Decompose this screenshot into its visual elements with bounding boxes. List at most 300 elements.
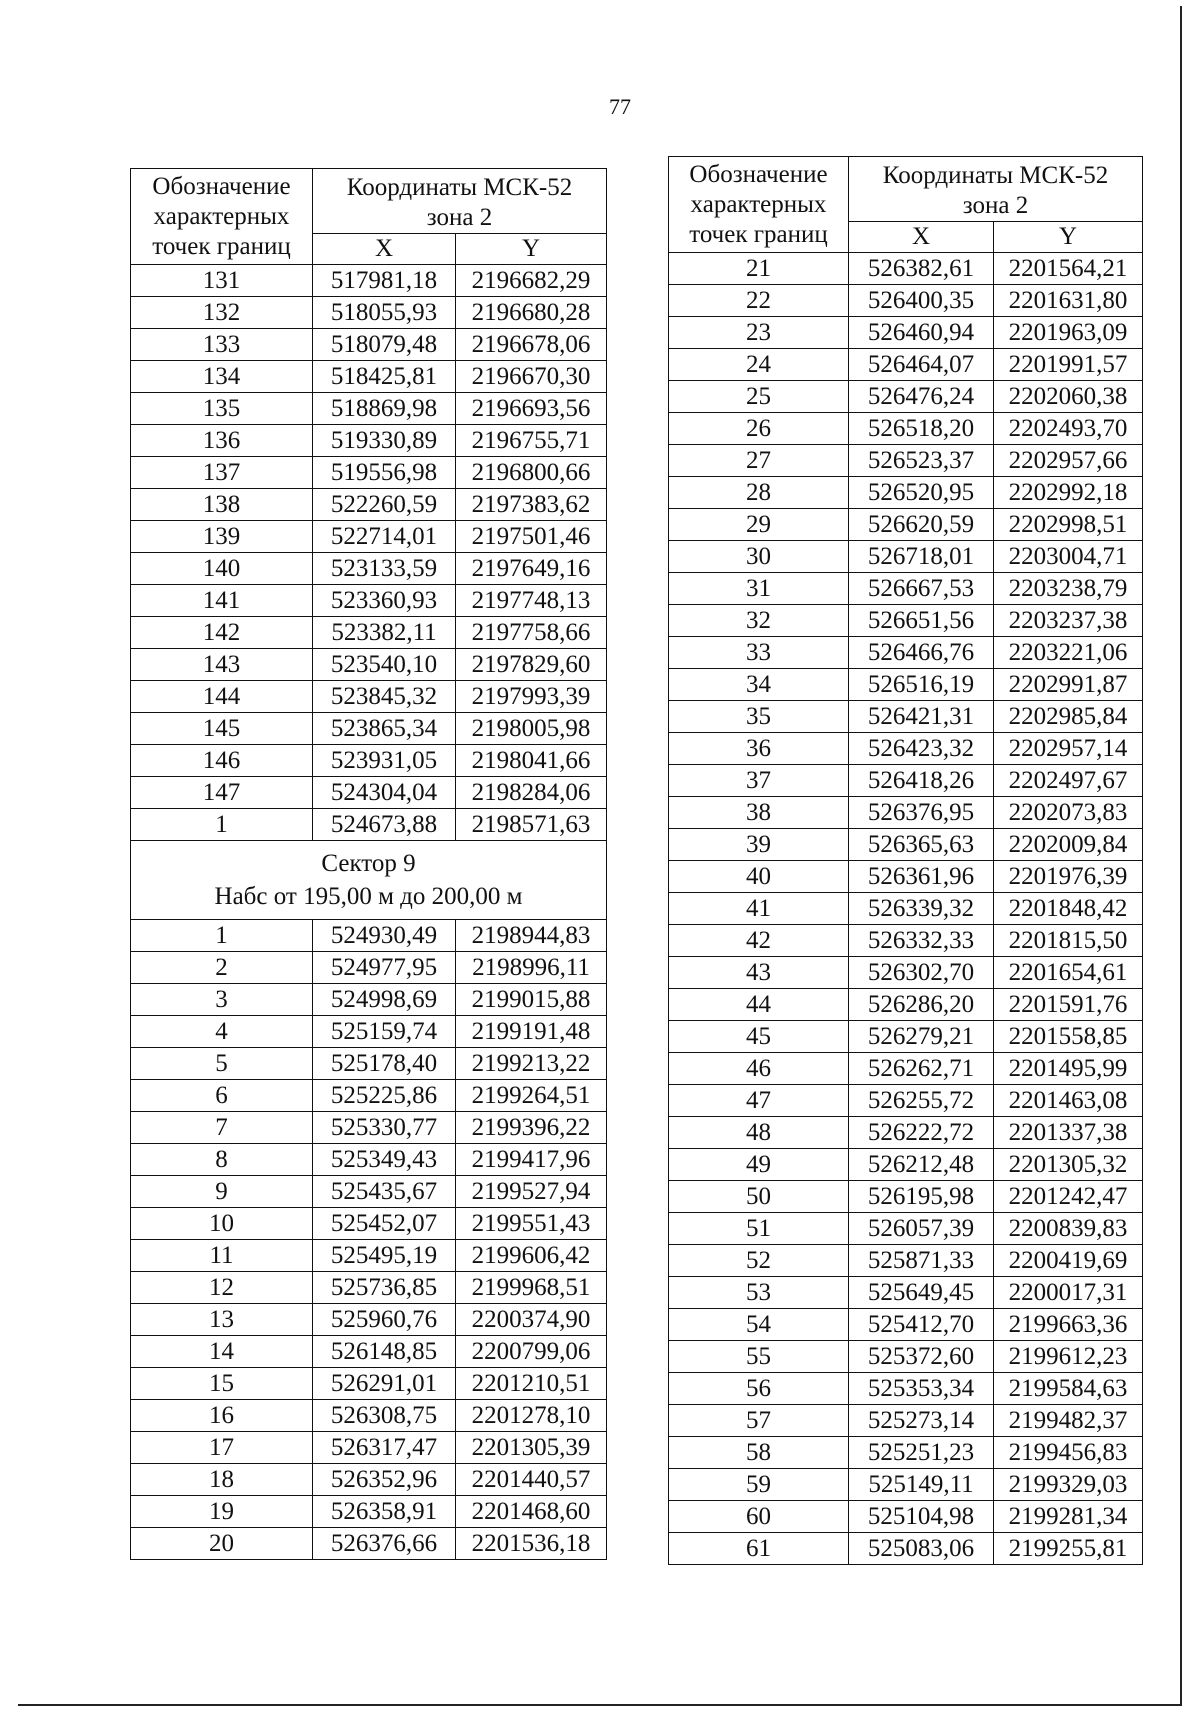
x-coordinate-cell: 519556,98 (313, 457, 456, 489)
point-id-cell: 14 (131, 1336, 313, 1368)
table-row (131, 425, 607, 457)
y-coordinate-cell: 2199015,88 (456, 984, 607, 1016)
x-coordinate-cell: 526195,98 (849, 1181, 994, 1213)
y-coordinate-cell: 2203004,71 (994, 541, 1143, 573)
point-id-cell: 23 (669, 317, 849, 349)
point-id-cell: 13 (131, 1304, 313, 1336)
table-row (669, 797, 1143, 829)
y-coordinate-cell: 2203221,06 (994, 637, 1143, 669)
table-row (131, 329, 607, 361)
table-row (669, 605, 1143, 637)
x-coordinate-cell: 525149,11 (849, 1469, 994, 1501)
table-row (669, 477, 1143, 509)
x-coordinate-cell: 525159,74 (313, 1016, 456, 1048)
x-coordinate-cell: 523865,34 (313, 713, 456, 745)
x-coordinate-cell: 526651,56 (849, 605, 994, 637)
table-row (669, 413, 1143, 445)
y-coordinate-cell: 2202985,84 (994, 701, 1143, 733)
table-row (669, 1053, 1143, 1085)
right-rows (669, 253, 1143, 1565)
x-coordinate-cell: 518869,98 (313, 393, 456, 425)
x-coordinate-cell: 526279,21 (849, 1021, 994, 1053)
x-coordinate-cell: 526466,76 (849, 637, 994, 669)
x-coordinate-cell: 526361,96 (849, 861, 994, 893)
point-id-cell: 135 (131, 393, 313, 425)
x-coordinate-cell: 526423,32 (849, 733, 994, 765)
y-coordinate-cell: 2197758,66 (456, 617, 607, 649)
table-row (131, 393, 607, 425)
y-coordinate-cell: 2202957,66 (994, 445, 1143, 477)
point-id-cell: 40 (669, 861, 849, 893)
table-row (131, 1528, 607, 1560)
y-coordinate-cell: 2202073,83 (994, 797, 1143, 829)
y-coordinate-cell: 2201564,21 (994, 253, 1143, 285)
x-coordinate-cell: 524977,95 (313, 952, 456, 984)
y-coordinate-cell: 2202497,67 (994, 765, 1143, 797)
table-row (131, 1240, 607, 1272)
x-coordinate-cell: 525412,70 (849, 1309, 994, 1341)
point-id-cell: 1 (131, 920, 313, 952)
coordinates-header (313, 169, 607, 234)
table-row (669, 573, 1143, 605)
x-coordinate-cell: 526518,20 (849, 413, 994, 445)
point-id-cell: 22 (669, 285, 849, 317)
point-id-cell: 147 (131, 777, 313, 809)
y-coordinate-cell: 2199968,51 (456, 1272, 607, 1304)
y-coordinate-cell: 2199264,51 (456, 1080, 607, 1112)
point-id-cell: 30 (669, 541, 849, 573)
point-id-cell: 53 (669, 1277, 849, 1309)
point-id-cell: 54 (669, 1309, 849, 1341)
sector-cell (131, 841, 607, 920)
x-coordinate-cell: 526365,63 (849, 829, 994, 861)
y-coordinate-cell: 2199281,34 (994, 1501, 1143, 1533)
point-id-cell: 137 (131, 457, 313, 489)
y-coordinate-cell: 2197383,62 (456, 489, 607, 521)
y-coordinate-cell: 2198996,11 (456, 952, 607, 984)
table-row (131, 1144, 607, 1176)
x-coordinate-cell: 522260,59 (313, 489, 456, 521)
table-row (669, 957, 1143, 989)
point-id-cell: 27 (669, 445, 849, 477)
x-coordinate-cell: 525251,23 (849, 1437, 994, 1469)
left-rows-after (131, 920, 607, 1560)
x-coordinate-cell: 526339,32 (849, 893, 994, 925)
point-id-cell: 60 (669, 1501, 849, 1533)
x-coordinate-cell: 517981,18 (313, 265, 456, 297)
x-coordinate-cell: 526418,26 (849, 765, 994, 797)
point-id-cell: 42 (669, 925, 849, 957)
table-row (131, 1464, 607, 1496)
y-coordinate-cell: 2202009,84 (994, 829, 1143, 861)
y-coordinate-cell: 2199612,23 (994, 1341, 1143, 1373)
point-id-cell: 4 (131, 1016, 313, 1048)
point-id-cell: 143 (131, 649, 313, 681)
table-row (669, 253, 1143, 285)
x-coordinate-cell: 526421,31 (849, 701, 994, 733)
point-id-cell: 2 (131, 952, 313, 984)
y-column-header: Y (456, 234, 607, 265)
x-coordinate-cell: 526291,01 (313, 1368, 456, 1400)
y-coordinate-cell: 2201976,39 (994, 861, 1143, 893)
table-row (131, 1112, 607, 1144)
x-coordinate-cell: 526255,72 (849, 1085, 994, 1117)
table-row (131, 297, 607, 329)
table-row (131, 1400, 607, 1432)
x-coordinate-cell: 526516,19 (849, 669, 994, 701)
x-coordinate-cell: 525649,45 (849, 1277, 994, 1309)
y-coordinate-cell: 2199456,83 (994, 1437, 1143, 1469)
point-id-cell: 141 (131, 585, 313, 617)
point-id-cell: 45 (669, 1021, 849, 1053)
point-id-cell: 57 (669, 1405, 849, 1437)
y-coordinate-cell: 2197501,46 (456, 521, 607, 553)
point-id-cell: 12 (131, 1272, 313, 1304)
page-number: 77 (609, 94, 631, 119)
coordinates-header-line: зона 2 (426, 204, 493, 231)
y-coordinate-cell: 2196800,66 (456, 457, 607, 489)
table-row (131, 920, 607, 952)
point-id-cell: 26 (669, 413, 849, 445)
point-id-cell: 138 (131, 489, 313, 521)
point-id-cell: 50 (669, 1181, 849, 1213)
point-id-cell: 44 (669, 989, 849, 1021)
table-row (669, 317, 1143, 349)
x-coordinate-cell: 523133,59 (313, 553, 456, 585)
x-coordinate-cell: 526352,96 (313, 1464, 456, 1496)
y-coordinate-cell: 2198041,66 (456, 745, 607, 777)
y-coordinate-cell: 2202957,14 (994, 733, 1143, 765)
point-id-cell: 32 (669, 605, 849, 637)
y-coordinate-cell: 2202998,51 (994, 509, 1143, 541)
y-coordinate-cell: 2198284,06 (456, 777, 607, 809)
table-row (669, 1181, 1143, 1213)
table-row (131, 1304, 607, 1336)
point-id-cell: 8 (131, 1144, 313, 1176)
point-id-cell: 5 (131, 1048, 313, 1080)
point-id-cell: 51 (669, 1213, 849, 1245)
x-coordinate-cell: 526057,39 (849, 1213, 994, 1245)
table-row (669, 1405, 1143, 1437)
table-row (669, 509, 1143, 541)
x-coordinate-cell: 526317,47 (313, 1432, 456, 1464)
sector-subtitle: Набс от 195,00 м до 200,00 м (214, 883, 523, 910)
point-id-cell: 132 (131, 297, 313, 329)
designation-header-line: Обозначение (689, 160, 828, 188)
y-coordinate-cell: 2196693,56 (456, 393, 607, 425)
y-coordinate-cell: 2201591,76 (994, 989, 1143, 1021)
y-coordinate-cell: 2201991,57 (994, 349, 1143, 381)
y-coordinate-cell: 2199551,43 (456, 1208, 607, 1240)
point-id-cell: 59 (669, 1469, 849, 1501)
table-row (669, 637, 1143, 669)
x-coordinate-cell: 526718,01 (849, 541, 994, 573)
point-id-cell: 21 (669, 253, 849, 285)
y-coordinate-cell: 2199584,63 (994, 1373, 1143, 1405)
point-id-cell: 37 (669, 765, 849, 797)
table-row (131, 1496, 607, 1528)
point-id-cell: 29 (669, 509, 849, 541)
point-id-cell: 15 (131, 1368, 313, 1400)
point-id-cell: 3 (131, 984, 313, 1016)
point-id-cell: 10 (131, 1208, 313, 1240)
table-row (669, 1437, 1143, 1469)
x-coordinate-cell: 525273,14 (849, 1405, 994, 1437)
table-row (131, 265, 607, 297)
point-id-cell: 49 (669, 1149, 849, 1181)
point-id-cell: 7 (131, 1112, 313, 1144)
point-id-cell: 16 (131, 1400, 313, 1432)
designation-header-line: характерных (690, 190, 827, 218)
y-coordinate-cell: 2199663,36 (994, 1309, 1143, 1341)
x-coordinate-cell: 526286,20 (849, 989, 994, 1021)
y-coordinate-cell: 2201278,10 (456, 1400, 607, 1432)
x-coordinate-cell: 523360,93 (313, 585, 456, 617)
x-coordinate-cell: 525871,33 (849, 1245, 994, 1277)
x-coordinate-cell: 523931,05 (313, 745, 456, 777)
table-row (669, 1085, 1143, 1117)
y-coordinate-cell: 2198005,98 (456, 713, 607, 745)
x-coordinate-cell: 525372,60 (849, 1341, 994, 1373)
x-coordinate-cell: 526460,94 (849, 317, 994, 349)
table-row (669, 349, 1143, 381)
table-row (131, 809, 607, 841)
table-row (669, 1469, 1143, 1501)
x-coordinate-cell: 525353,34 (849, 1373, 994, 1405)
point-id-cell: 31 (669, 573, 849, 605)
point-id-cell: 146 (131, 745, 313, 777)
point-id-cell: 39 (669, 829, 849, 861)
x-coordinate-cell: 519330,89 (313, 425, 456, 457)
x-coordinate-cell: 526400,35 (849, 285, 994, 317)
y-coordinate-cell: 2201963,09 (994, 317, 1143, 349)
y-coordinate-cell: 2200839,83 (994, 1213, 1143, 1245)
y-coordinate-cell: 2203238,79 (994, 573, 1143, 605)
x-coordinate-cell: 525452,07 (313, 1208, 456, 1240)
point-id-cell: 144 (131, 681, 313, 713)
y-coordinate-cell: 2196670,30 (456, 361, 607, 393)
table-row (131, 1016, 607, 1048)
x-coordinate-cell: 526376,66 (313, 1528, 456, 1560)
x-coordinate-cell: 526376,95 (849, 797, 994, 829)
table-row (131, 649, 607, 681)
table-row (669, 1533, 1143, 1565)
designation-header-line: точек границ (152, 232, 291, 260)
y-coordinate-cell: 2201305,32 (994, 1149, 1143, 1181)
table-row (669, 669, 1143, 701)
x-coordinate-cell: 525736,85 (313, 1272, 456, 1304)
x-coordinate-cell: 524998,69 (313, 984, 456, 1016)
designation-header-line: характерных (153, 202, 290, 230)
y-coordinate-cell: 2200374,90 (456, 1304, 607, 1336)
table-row (669, 989, 1143, 1021)
y-coordinate-cell: 2202992,18 (994, 477, 1143, 509)
point-id-cell: 43 (669, 957, 849, 989)
y-coordinate-cell: 2201495,99 (994, 1053, 1143, 1085)
table-row (131, 1432, 607, 1464)
y-coordinate-cell: 2196755,71 (456, 425, 607, 457)
y-coordinate-cell: 2201210,51 (456, 1368, 607, 1400)
table-row (669, 861, 1143, 893)
table-row (669, 285, 1143, 317)
point-id-cell: 55 (669, 1341, 849, 1373)
y-coordinate-cell: 2202493,70 (994, 413, 1143, 445)
coordinates-header (849, 157, 1143, 222)
x-coordinate-cell: 524930,49 (313, 920, 456, 952)
table-row (669, 1117, 1143, 1149)
coordinates-header-line: Координаты МСК-52 (882, 162, 1109, 189)
table-row (131, 521, 607, 553)
table-row (669, 1213, 1143, 1245)
y-coordinate-cell: 2198571,63 (456, 809, 607, 841)
designation-header (669, 157, 849, 253)
x-coordinate-cell: 525083,06 (849, 1533, 994, 1565)
x-coordinate-cell: 525330,77 (313, 1112, 456, 1144)
point-id-cell: 19 (131, 1496, 313, 1528)
point-id-cell: 38 (669, 797, 849, 829)
y-coordinate-cell: 2197993,39 (456, 681, 607, 713)
y-coordinate-cell: 2199213,22 (456, 1048, 607, 1080)
left-rows-before (131, 265, 607, 841)
x-coordinate-cell: 526148,85 (313, 1336, 456, 1368)
x-coordinate-cell: 522714,01 (313, 521, 456, 553)
sector-title: Сектор 9 (321, 850, 416, 877)
x-coordinate-cell: 525104,98 (849, 1501, 994, 1533)
table-row (669, 925, 1143, 957)
x-coordinate-cell: 526262,71 (849, 1053, 994, 1085)
y-coordinate-cell: 2196682,29 (456, 265, 607, 297)
y-coordinate-cell: 2201536,18 (456, 1528, 607, 1560)
y-coordinate-cell: 2201463,08 (994, 1085, 1143, 1117)
point-id-cell: 140 (131, 553, 313, 585)
table-row (131, 745, 607, 777)
point-id-cell: 24 (669, 349, 849, 381)
table-row (131, 457, 607, 489)
point-id-cell: 6 (131, 1080, 313, 1112)
y-coordinate-cell: 2203237,38 (994, 605, 1143, 637)
table-row (669, 1149, 1143, 1181)
table-row (131, 1208, 607, 1240)
y-coordinate-cell: 2196680,28 (456, 297, 607, 329)
coordinates-table-right (668, 156, 1143, 1565)
y-coordinate-cell: 2200017,31 (994, 1277, 1143, 1309)
point-id-cell: 61 (669, 1533, 849, 1565)
x-coordinate-cell: 526464,07 (849, 349, 994, 381)
point-id-cell: 142 (131, 617, 313, 649)
point-id-cell: 36 (669, 733, 849, 765)
coordinates-header-line: Координаты МСК-52 (346, 174, 573, 201)
y-coordinate-cell: 2201848,42 (994, 893, 1143, 925)
y-coordinate-cell: 2201654,61 (994, 957, 1143, 989)
table-row (669, 829, 1143, 861)
point-id-cell: 28 (669, 477, 849, 509)
point-id-cell: 11 (131, 1240, 313, 1272)
point-id-cell: 18 (131, 1464, 313, 1496)
x-coordinate-cell: 526520,95 (849, 477, 994, 509)
x-coordinate-cell: 523540,10 (313, 649, 456, 681)
table-row (669, 445, 1143, 477)
point-id-cell: 35 (669, 701, 849, 733)
x-coordinate-cell: 526212,48 (849, 1149, 994, 1181)
y-coordinate-cell: 2199482,37 (994, 1405, 1143, 1437)
table-row (669, 1277, 1143, 1309)
y-coordinate-cell: 2201631,80 (994, 285, 1143, 317)
point-id-cell: 145 (131, 713, 313, 745)
table-row (669, 733, 1143, 765)
x-coordinate-cell: 523845,32 (313, 681, 456, 713)
coordinates-header-line: зона 2 (962, 192, 1029, 219)
point-id-cell: 1 (131, 809, 313, 841)
x-coordinate-cell: 526332,33 (849, 925, 994, 957)
x-coordinate-cell: 518425,81 (313, 361, 456, 393)
table-row (669, 701, 1143, 733)
y-coordinate-cell: 2199329,03 (994, 1469, 1143, 1501)
y-coordinate-cell: 2202991,87 (994, 669, 1143, 701)
x-coordinate-cell: 526667,53 (849, 573, 994, 605)
y-coordinate-cell: 2200799,06 (456, 1336, 607, 1368)
table-row (131, 361, 607, 393)
y-coordinate-cell: 2201468,60 (456, 1496, 607, 1528)
point-id-cell: 47 (669, 1085, 849, 1117)
y-coordinate-cell: 2197829,60 (456, 649, 607, 681)
point-id-cell: 41 (669, 893, 849, 925)
table-row (669, 1501, 1143, 1533)
coordinates-table-left (130, 168, 607, 1560)
y-coordinate-cell: 2196678,06 (456, 329, 607, 361)
x-coordinate-cell: 526523,37 (849, 445, 994, 477)
y-coordinate-cell: 2201337,38 (994, 1117, 1143, 1149)
table-row (131, 1048, 607, 1080)
table-row (131, 1368, 607, 1400)
point-id-cell: 133 (131, 329, 313, 361)
y-coordinate-cell: 2199606,42 (456, 1240, 607, 1272)
designation-header-line: Обозначение (152, 172, 291, 200)
x-coordinate-cell: 524304,04 (313, 777, 456, 809)
y-coordinate-cell: 2198944,83 (456, 920, 607, 952)
table-row (131, 713, 607, 745)
table-row (131, 1176, 607, 1208)
point-id-cell: 34 (669, 669, 849, 701)
x-coordinate-cell: 526308,75 (313, 1400, 456, 1432)
table-row (131, 553, 607, 585)
y-coordinate-cell: 2199417,96 (456, 1144, 607, 1176)
y-coordinate-cell: 2197649,16 (456, 553, 607, 585)
table-row (131, 952, 607, 984)
x-coordinate-cell: 525178,40 (313, 1048, 456, 1080)
table-row (669, 541, 1143, 573)
sector-row (131, 841, 607, 920)
point-id-cell: 33 (669, 637, 849, 669)
table-row (131, 1272, 607, 1304)
point-id-cell: 139 (131, 521, 313, 553)
table-row (669, 893, 1143, 925)
y-coordinate-cell: 2199527,94 (456, 1176, 607, 1208)
x-coordinate-cell: 524673,88 (313, 809, 456, 841)
x-coordinate-cell: 526302,70 (849, 957, 994, 989)
x-coordinate-cell: 518079,48 (313, 329, 456, 361)
point-id-cell: 131 (131, 265, 313, 297)
point-id-cell: 25 (669, 381, 849, 413)
point-id-cell: 9 (131, 1176, 313, 1208)
point-id-cell: 134 (131, 361, 313, 393)
y-coordinate-cell: 2199191,48 (456, 1016, 607, 1048)
y-coordinate-cell: 2202060,38 (994, 381, 1143, 413)
x-column-header: X (313, 234, 456, 265)
y-column-header: Y (994, 222, 1143, 253)
x-coordinate-cell: 526620,59 (849, 509, 994, 541)
designation-header (131, 169, 313, 265)
table-row (131, 585, 607, 617)
